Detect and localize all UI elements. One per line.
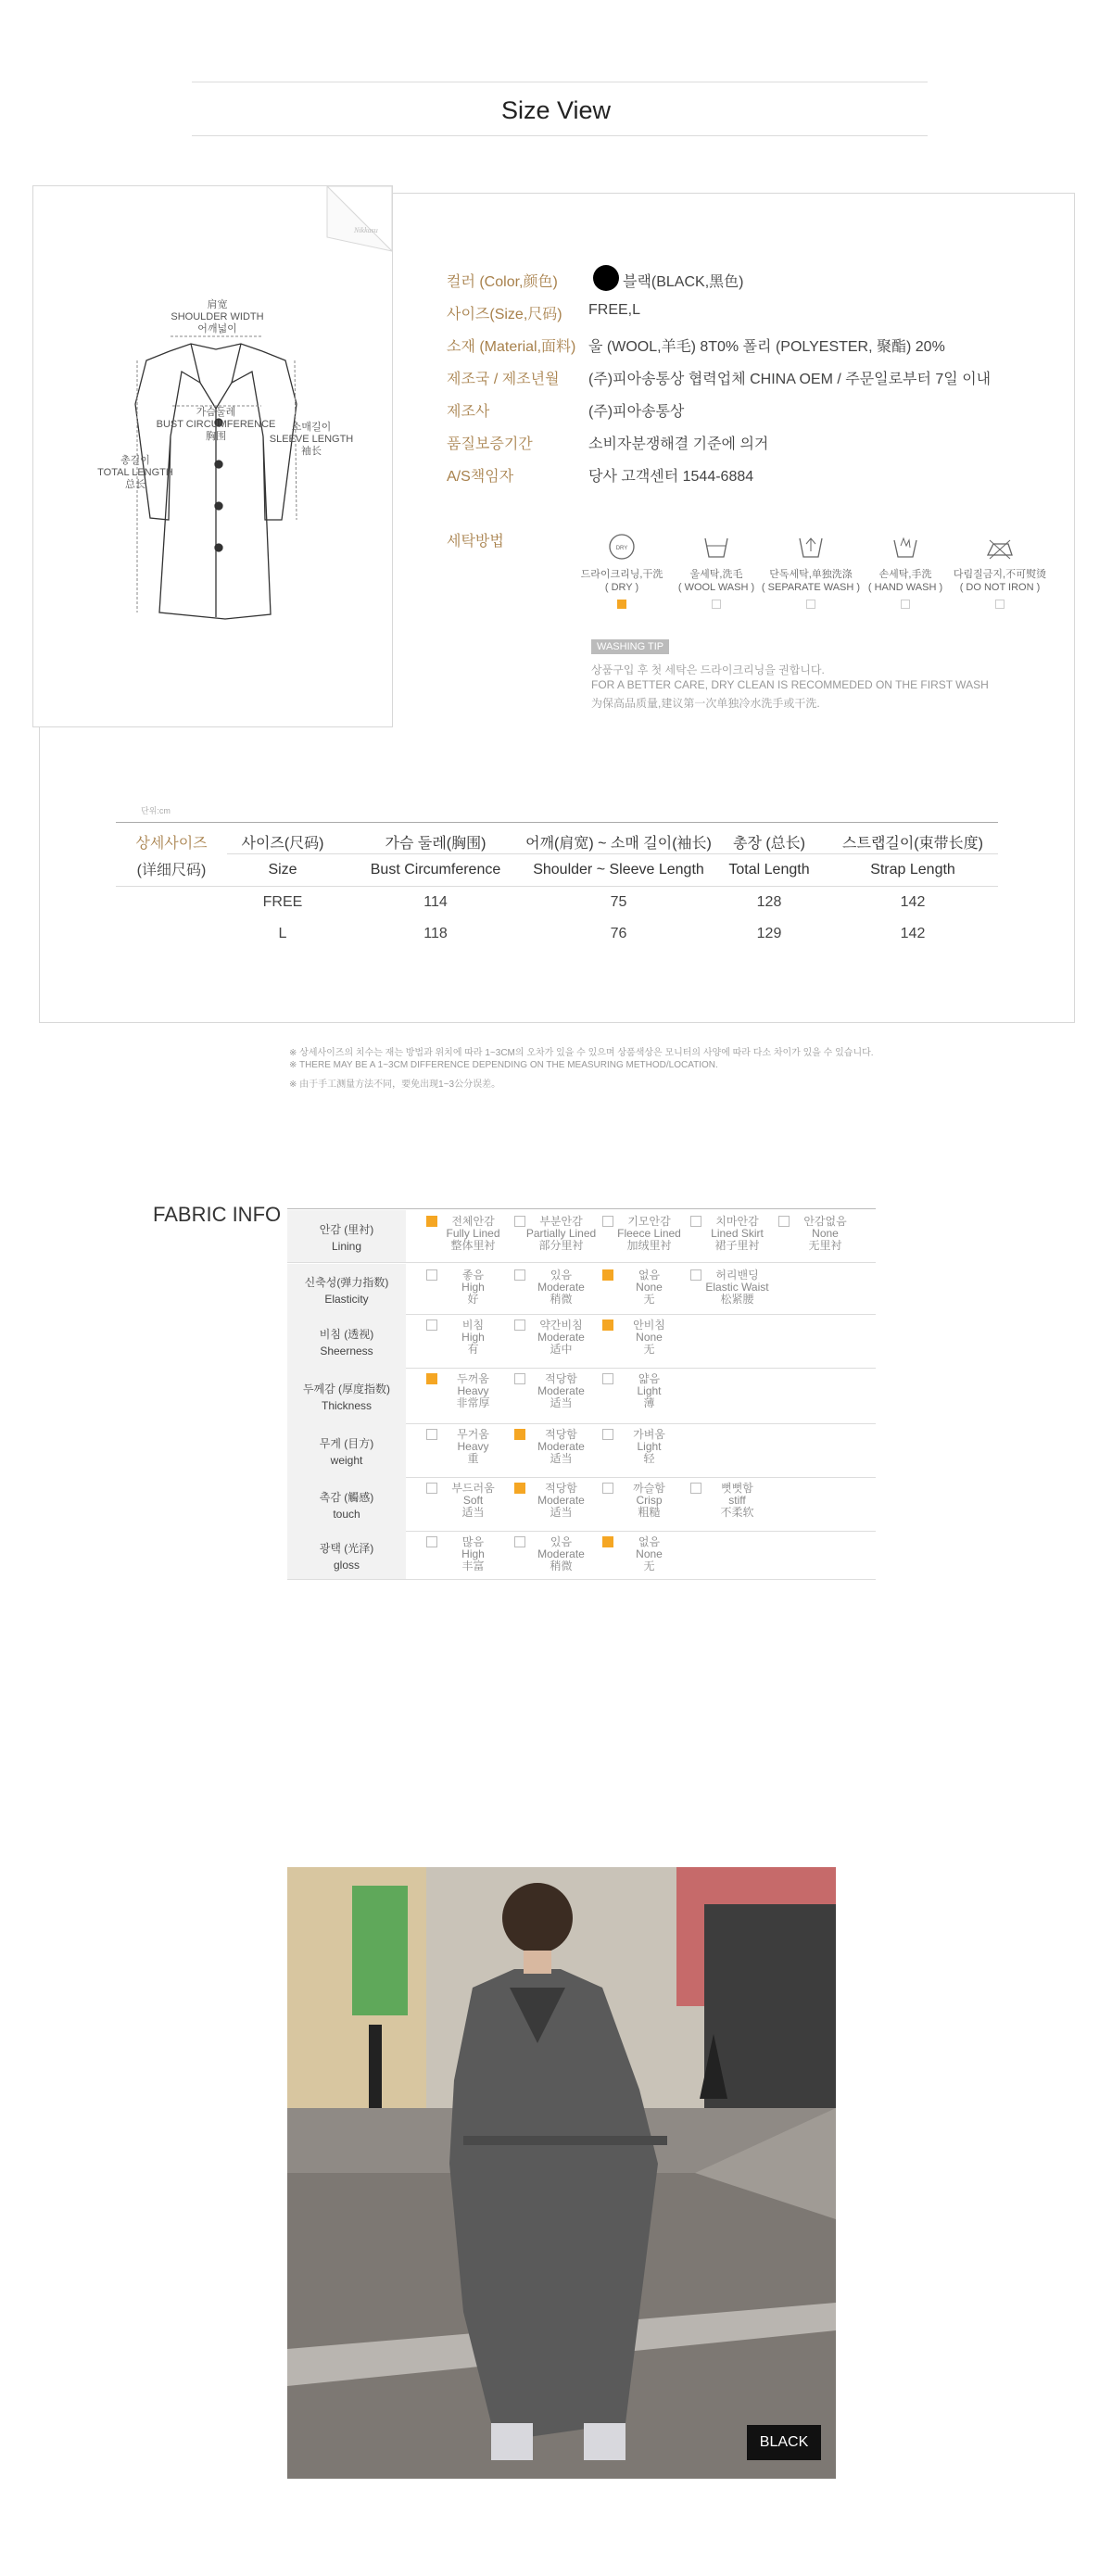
coat-diagram-card xyxy=(32,185,393,727)
svg-text:DRY: DRY xyxy=(615,546,628,551)
bust-label: 가슴둘레 BUST CIRCUMFERENCE 胸围 xyxy=(156,407,276,442)
fabric-option-text: 稍微 xyxy=(550,1559,573,1572)
fabric-row-label: 안감 (里衬) xyxy=(319,1223,374,1236)
size-note: ※ 由于手工测量方法不同，要免出现1~3公分误差。 xyxy=(289,1080,501,1090)
fabric-row-label-en: Elasticity xyxy=(324,1293,369,1306)
fabric-option xyxy=(514,1373,602,1409)
fabric-row xyxy=(287,1477,876,1532)
fabric-row xyxy=(287,1210,876,1263)
warranty-label: 품질보증기간 xyxy=(447,436,533,452)
checkbox xyxy=(426,1483,437,1494)
fabric-option-text: None xyxy=(636,1547,663,1560)
care-item-dry: DRY 드라이크리닝,干洗 ( DRY ) xyxy=(571,533,673,609)
fabric-row-header xyxy=(287,1423,406,1477)
checkbox xyxy=(712,600,721,609)
fabric-option-text: 있음 xyxy=(550,1535,573,1548)
fabric-option-text: Elastic Waist xyxy=(705,1281,769,1294)
fabric-option xyxy=(426,1373,514,1409)
as-value: 당사 고객센터 1544-6884 xyxy=(588,469,754,485)
fabric-row-label-en: Thickness xyxy=(321,1399,373,1412)
fabric-option xyxy=(602,1269,690,1306)
fabric-option-text: 없음 xyxy=(638,1269,661,1282)
fabric-option-text: Fleece Lined xyxy=(617,1227,681,1240)
size-table-title: 상세사이즈 xyxy=(135,836,208,852)
checkbox-checked xyxy=(602,1536,613,1547)
manufacturer-label: 제조사 xyxy=(447,404,490,420)
checkbox xyxy=(514,1320,525,1331)
table-cell: FREE xyxy=(262,894,303,910)
fabric-option xyxy=(426,1320,514,1356)
fabric-option xyxy=(514,1216,602,1252)
brand-signature: Nikkasu xyxy=(354,226,378,234)
fabric-option xyxy=(426,1429,514,1465)
fabric-option-text: Heavy xyxy=(457,1440,489,1453)
divider xyxy=(116,886,998,887)
table-cell: 142 xyxy=(900,926,926,941)
fabric-option-text: 轻 xyxy=(643,1452,655,1465)
fabric-row-header xyxy=(287,1264,406,1314)
fabric-option-text: 적당함 xyxy=(545,1372,577,1385)
wool-wash-icon xyxy=(701,533,732,561)
size-note: ※ 상세사이즈의 치수는 재는 방법과 위치에 따라 1~3CM의 오차가 있을 수 있으며 상품색상은 모니터의 사양에 따라 다소 차이가 있을 수 있습니다. xyxy=(289,1048,874,1058)
table-cell: 142 xyxy=(900,894,926,910)
fabric-row-header xyxy=(287,1531,406,1579)
dry-clean-icon xyxy=(606,533,638,561)
fabric-option xyxy=(602,1429,690,1465)
fabric-option xyxy=(690,1483,778,1519)
length-label: 총길이 TOTAL LENGTH 总长 xyxy=(97,455,173,490)
fabric-row-header xyxy=(287,1368,406,1423)
fabric-option-text: Moderate xyxy=(537,1547,585,1560)
fabric-option-text: 안비침 xyxy=(633,1319,665,1332)
fabric-option-text: 丰富 xyxy=(461,1559,485,1572)
fabric-option-text: Fully Lined xyxy=(446,1227,500,1240)
sleeve-label: 소매길이 SLEEVE LENGTH 袖长 xyxy=(269,422,354,457)
care-item-wool: 울세탁,洗毛 ( WOOL WASH ) xyxy=(665,533,767,609)
fabric-row-label: 촉감 (觸感) xyxy=(319,1491,374,1504)
color-label: 컬러 (Color,颜色) xyxy=(447,274,558,290)
checkbox xyxy=(514,1269,525,1281)
color-value: 블랙(BLACK,黑色) xyxy=(623,274,744,290)
fabric-option-text: 비침 xyxy=(461,1319,485,1332)
checkbox-checked xyxy=(426,1373,437,1384)
fabric-option-text: 无里衬 xyxy=(808,1239,842,1252)
fabric-option xyxy=(602,1373,690,1409)
fabric-option xyxy=(602,1536,690,1572)
warranty-value: 소비자분쟁해결 기준에 의거 xyxy=(588,436,769,452)
origin-label: 제조국 / 제조년월 xyxy=(447,372,560,387)
fabric-row-label: 신축성(弹力指数) xyxy=(304,1276,389,1289)
checkbox-checked xyxy=(426,1216,437,1227)
fabric-option-text: 치마안감 xyxy=(715,1215,759,1228)
col-header: 사이즈(尺码) xyxy=(241,836,324,852)
divider xyxy=(192,135,928,136)
fabric-option xyxy=(602,1216,690,1252)
separate-wash-icon xyxy=(795,533,827,561)
fabric-row-label: 비침 (透视) xyxy=(319,1328,374,1341)
fabric-option-text: High xyxy=(461,1547,485,1560)
fabric-option-text: 稍微 xyxy=(550,1293,573,1306)
washing-tip-line: 상품구입 후 첫 세탁은 드라이크리닝을 권합니다. xyxy=(591,663,825,676)
size-label: 사이즈(Size,尺码) xyxy=(447,307,562,322)
fabric-info-title: FABRIC INFO xyxy=(153,1203,282,1226)
table-cell: 118 xyxy=(423,926,448,941)
fabric-option-text: 허리밴딩 xyxy=(715,1269,759,1282)
col-header-en: Total Length xyxy=(728,862,810,878)
fabric-option-text: 부분안감 xyxy=(539,1215,583,1228)
fabric-option-text: 까슬함 xyxy=(633,1482,665,1495)
fabric-option-text: 적당함 xyxy=(545,1482,577,1495)
col-header-en: Size xyxy=(268,862,297,878)
checkbox xyxy=(778,1216,790,1227)
fabric-option-text: 좋음 xyxy=(461,1269,485,1282)
fabric-option-text: 얇음 xyxy=(638,1372,661,1385)
checkbox xyxy=(602,1429,613,1440)
fabric-option xyxy=(602,1320,690,1356)
fabric-option-text: 粗糙 xyxy=(638,1506,661,1519)
fabric-option-text: High xyxy=(461,1331,485,1344)
table-cell: 75 xyxy=(610,894,627,910)
fabric-option-text: Lined Skirt xyxy=(711,1227,764,1240)
fabric-row xyxy=(287,1531,876,1580)
checkbox-checked xyxy=(617,600,626,609)
as-label: A/S책임자 xyxy=(447,469,514,485)
care-item-separate: 단독세탁,单独洗涤 ( SEPARATE WASH ) xyxy=(760,533,862,609)
fabric-option xyxy=(514,1269,602,1306)
size-note: ※ THERE MAY BE A 1~3CM DIFFERENCE DEPENDING ON THE MEASURING METHOD/LOCATION. xyxy=(289,1060,718,1070)
checkbox xyxy=(690,1216,701,1227)
fabric-option-text: 무거움 xyxy=(457,1428,489,1441)
fabric-option xyxy=(514,1320,602,1356)
do-not-iron-icon xyxy=(984,533,1016,561)
fabric-top-rule xyxy=(287,1208,876,1209)
washing-tip-line: 为保高品质量,建议第一次单独冷水洗手或干洗. xyxy=(591,697,820,710)
fabric-option-text: 加绒里衬 xyxy=(626,1239,672,1252)
fabric-row-label-en: weight xyxy=(330,1454,363,1467)
fabric-row-header xyxy=(287,1477,406,1531)
fabric-option-text: 안감없음 xyxy=(803,1215,847,1228)
color-swatch xyxy=(593,265,619,291)
fabric-option-text: 适当 xyxy=(550,1452,573,1465)
checkbox xyxy=(690,1269,701,1281)
checkbox xyxy=(901,600,910,609)
fabric-option-text: Moderate xyxy=(537,1384,585,1397)
material-value: 울 (WOOL,羊毛) 8T0% 폴리 (POLYESTER, 聚酯) 20% xyxy=(588,339,945,355)
fabric-option-text: 松紧腰 xyxy=(720,1293,754,1306)
checkbox xyxy=(426,1320,437,1331)
fabric-option-text: None xyxy=(636,1331,663,1344)
checkbox xyxy=(602,1483,613,1494)
fabric-option-text: 适当 xyxy=(550,1506,573,1519)
size-value: FREE,L xyxy=(588,302,641,318)
checkbox xyxy=(806,600,815,609)
fabric-option-text: 많음 xyxy=(461,1535,485,1548)
fabric-row-label: 광택 (光泽) xyxy=(319,1542,374,1555)
fabric-option-text: Heavy xyxy=(457,1384,489,1397)
checkbox xyxy=(514,1536,525,1547)
fabric-option-text: 薄 xyxy=(643,1396,655,1409)
fabric-option-text: 不柔软 xyxy=(720,1506,754,1519)
checkbox-checked xyxy=(514,1429,525,1440)
fabric-option-text: 无 xyxy=(643,1559,655,1572)
fabric-option-text: 부드러움 xyxy=(451,1482,495,1495)
fabric-option-text: 整体里衬 xyxy=(450,1239,496,1252)
fabric-option-text: Moderate xyxy=(537,1281,585,1294)
table-cell: 128 xyxy=(756,894,782,910)
fabric-option-text: 裙子里衬 xyxy=(714,1239,760,1252)
size-table-title-cn: (详细尺码) xyxy=(136,863,207,878)
fabric-row-label-en: Lining xyxy=(331,1240,362,1253)
fabric-option xyxy=(690,1216,778,1252)
color-tag: BLACK xyxy=(747,2425,821,2460)
fabric-row-label-en: Sheerness xyxy=(320,1345,373,1357)
fabric-option-text: Partially Lined xyxy=(525,1227,597,1240)
fabric-option-text: 适中 xyxy=(550,1343,573,1356)
fabric-option-text: 전체안감 xyxy=(451,1215,495,1228)
fabric-option-text: 가벼움 xyxy=(633,1428,665,1441)
checkbox xyxy=(602,1373,613,1384)
fabric-option xyxy=(514,1429,602,1465)
col-header-en: Shoulder ~ Sleeve Length xyxy=(533,862,704,878)
fabric-option-text: Crisp xyxy=(636,1494,663,1507)
fabric-option xyxy=(514,1536,602,1572)
table-cell: L xyxy=(278,926,287,941)
col-header: 어깨(肩宽) ~ 소매 길이(袖长) xyxy=(525,836,712,852)
fabric-option-text: 두꺼움 xyxy=(457,1372,489,1385)
fabric-option-text: Moderate xyxy=(537,1440,585,1453)
checkbox xyxy=(514,1373,525,1384)
fabric-option-text: 无 xyxy=(643,1293,655,1306)
checkbox xyxy=(995,600,1005,609)
fabric-option-text: 있음 xyxy=(550,1269,573,1282)
fabric-option-text: 적당함 xyxy=(545,1428,577,1441)
checkbox-checked xyxy=(602,1320,613,1331)
fabric-option-text: 약간비침 xyxy=(539,1319,583,1332)
material-label: 소재 (Material,面料) xyxy=(447,339,576,355)
col-header-en: Bust Circumference xyxy=(370,862,501,878)
fabric-option-text: 뻣뻣함 xyxy=(721,1482,753,1495)
fabric-option-text: 기모안감 xyxy=(627,1215,671,1228)
fabric-option-text: stiff xyxy=(728,1494,746,1507)
fabric-option xyxy=(426,1216,514,1252)
fabric-option xyxy=(514,1483,602,1519)
table-cell: 114 xyxy=(423,894,448,910)
product-photo xyxy=(287,1867,836,2479)
fabric-option-text: 非常厚 xyxy=(456,1396,490,1409)
checkbox xyxy=(690,1483,701,1494)
checkbox-checked xyxy=(514,1483,525,1494)
fabric-row xyxy=(287,1314,876,1369)
manufacturer-value: (주)피아송통상 xyxy=(588,404,685,420)
fabric-row-label: 두께감 (厚度指数) xyxy=(302,1383,391,1395)
fabric-option-text: None xyxy=(812,1227,839,1240)
checkbox xyxy=(426,1429,437,1440)
fabric-option-text: 适当 xyxy=(550,1396,573,1409)
fabric-row-label: 무게 (目方) xyxy=(319,1437,374,1450)
fabric-option-text: Moderate xyxy=(537,1494,585,1507)
fabric-option xyxy=(426,1269,514,1306)
col-header: 스트랩길이(束带长度) xyxy=(842,836,983,852)
fabric-option-text: 无 xyxy=(643,1343,655,1356)
checkbox xyxy=(514,1216,525,1227)
fabric-option-text: Moderate xyxy=(537,1331,585,1344)
fabric-option xyxy=(426,1536,514,1572)
fabric-row-label-en: gloss xyxy=(333,1559,360,1572)
fabric-option-text: 好 xyxy=(467,1293,479,1306)
fabric-option-text: 适当 xyxy=(461,1506,485,1519)
fabric-row xyxy=(287,1423,876,1478)
fabric-option-text: Light xyxy=(637,1384,662,1397)
fabric-option-text: Light xyxy=(637,1440,662,1453)
section-title: Size View xyxy=(500,96,612,124)
washing-tip-line: FOR A BETTER CARE, DRY CLEAN IS RECOMMEDED ON THE FIRST WASH xyxy=(591,678,989,691)
fabric-option-text: None xyxy=(636,1281,663,1294)
col-header: 총장 (总长) xyxy=(732,836,805,852)
divider xyxy=(227,853,998,854)
col-header-en: Strap Length xyxy=(870,862,955,878)
fabric-option-text: High xyxy=(461,1281,485,1294)
washing-label: 세탁방법 xyxy=(447,534,504,549)
fabric-row xyxy=(287,1368,876,1424)
table-cell: 129 xyxy=(756,926,782,941)
checkbox xyxy=(426,1536,437,1547)
table-cell: 76 xyxy=(610,926,627,941)
unit-label: 단위:cm xyxy=(141,806,171,815)
fabric-row xyxy=(287,1264,876,1315)
fabric-option xyxy=(426,1483,514,1519)
fabric-row-header xyxy=(287,1210,406,1262)
checkbox xyxy=(602,1216,613,1227)
fabric-row-label-en: touch xyxy=(333,1508,360,1521)
fabric-option-text: Soft xyxy=(462,1494,484,1507)
origin-value: (주)피아송통상 협력업체 CHINA OEM / 주문일로부터 7일 이내 xyxy=(588,372,992,387)
fabric-option-text: 部分里衬 xyxy=(538,1239,584,1252)
washing-tip-badge: WASHING TIP xyxy=(591,639,669,654)
hand-wash-icon xyxy=(890,533,921,561)
fabric-option xyxy=(602,1483,690,1519)
fabric-option xyxy=(778,1216,866,1252)
col-header: 가슴 둘레(胸围) xyxy=(385,836,486,852)
fabric-row-header xyxy=(287,1314,406,1368)
checkbox xyxy=(426,1269,437,1281)
fabric-option-text: 有 xyxy=(467,1343,479,1356)
fabric-option-text: 重 xyxy=(467,1452,479,1465)
table-top-rule xyxy=(116,822,998,823)
care-item-noiron: 다림질금지,不可熨烫 ( DO NOT IRON ) xyxy=(949,533,1051,609)
fabric-option xyxy=(690,1269,778,1306)
care-item-hand: 손세탁,手洗 ( HAND WASH ) xyxy=(854,533,956,609)
fabric-option-text: 없음 xyxy=(638,1535,661,1548)
model-photo-illustration xyxy=(287,1867,836,2479)
shoulder-label: 肩宽 SHOULDER WIDTH 어깨넓이 xyxy=(171,299,264,335)
checkbox-checked xyxy=(602,1269,613,1281)
